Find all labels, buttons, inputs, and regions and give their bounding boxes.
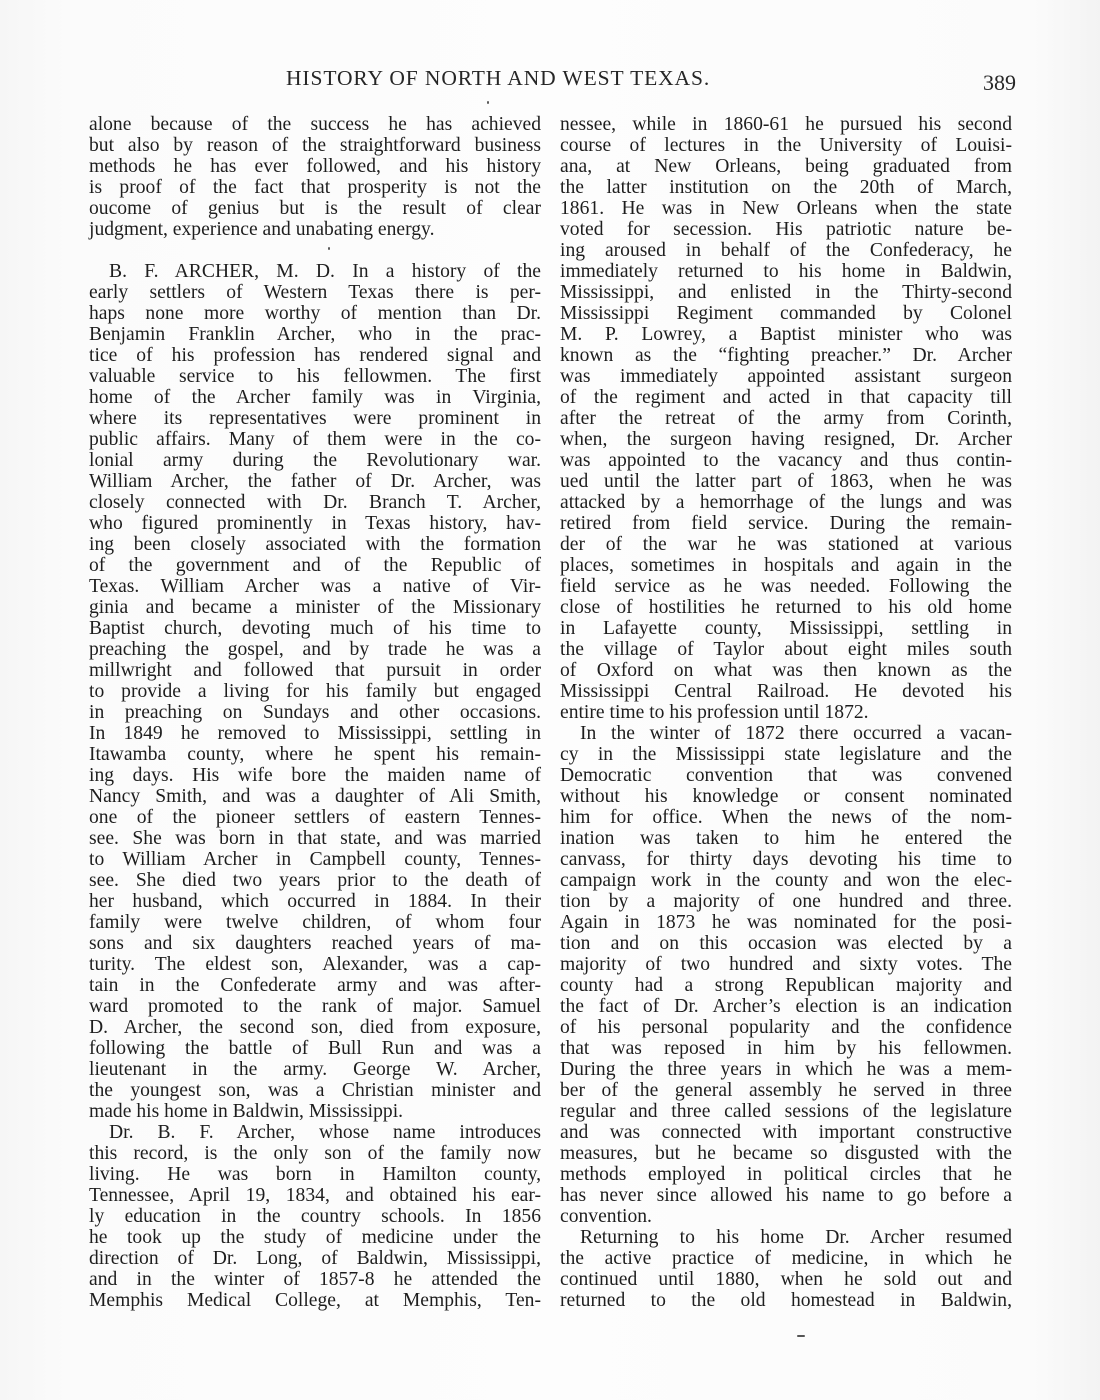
paragraph-legislature — [560, 723, 1012, 1227]
text-line: direction of Dr. Long, of Baldwin, Mississippi, — [89, 1248, 541, 1269]
text-line: alone because of the success he has achieved — [89, 114, 541, 135]
text-line: sons and six daughters reached years of ma- — [89, 933, 541, 954]
text-line: was appointed to the vacancy and thus contin- — [560, 450, 1012, 471]
text-line: During the three years in which he was a mem- — [560, 1059, 1012, 1080]
paragraph-return-home — [560, 1227, 1012, 1311]
text-line: this record, is the only son of the family now — [89, 1143, 541, 1164]
text-line: lieutenant in the army. George W. Archer, — [89, 1059, 541, 1080]
text-line: course of lectures in the University of Louisi- — [560, 135, 1012, 156]
text-line: 1861. He was in New Orleans when the state — [560, 198, 1012, 219]
text-line: ana, at New Orleans, being graduated from — [560, 156, 1012, 177]
text-line: M. P. Lowrey, a Baptist minister who was — [560, 324, 1012, 345]
text-line: haps none more worthy of mention than Dr. — [89, 303, 541, 324]
text-line: In the winter of 1872 there occurred a vacan- — [580, 723, 1012, 744]
running-title: HISTORY OF NORTH AND WEST TEXAS. — [286, 66, 711, 90]
text-line: convention. — [560, 1206, 652, 1227]
text-line: judgment, experience and unabating energy. — [89, 219, 435, 240]
text-line: millwright and followed that pursuit in order — [89, 660, 541, 681]
text-line: ing aroused in behalf of the Confederacy, he — [560, 240, 1012, 261]
text-line: tion by a majority of one hundred and three. — [560, 891, 1012, 912]
text-line: turity. The eldest son, Alexander, was a cap- — [89, 954, 541, 975]
text-line: Again in 1873 he was nominated for the posi- — [560, 912, 1012, 933]
text-line: made his home in Baldwin, Mississippi. — [89, 1101, 404, 1122]
text-line: family were twelve children, of whom four — [89, 912, 541, 933]
text-line: to William Archer in Campbell county, Tennes- — [89, 849, 541, 870]
text-line: in preaching on Sundays and other occasions. — [89, 702, 541, 723]
text-line: of his personal popularity and the confidence — [560, 1017, 1012, 1038]
left-column — [89, 114, 541, 1311]
text-line: the youngest son, was a Christian minister and — [89, 1080, 541, 1101]
text-line: Texas. William Archer was a native of Vir- — [89, 576, 541, 597]
text-line: see. She died two years prior to the death of — [89, 870, 541, 891]
text-line: see. She was born in that state, and was married — [89, 828, 541, 849]
text-line: Returning to his home Dr. Archer resumed — [580, 1227, 1012, 1248]
right-column — [560, 114, 1012, 1311]
text-line: of the government and of the Republic of — [89, 555, 541, 576]
text-line: is proof of the fact that prosperity is not the — [89, 177, 541, 198]
text-line: In 1849 he removed to Mississippi, settling in — [89, 723, 541, 744]
text-line: nessee, while in 1860-61 he pursued his second — [560, 114, 1012, 135]
text-line: ued until the latter part of 1863, when he was — [560, 471, 1012, 492]
text-line: following the battle of Bull Run and was a — [89, 1038, 541, 1059]
text-line: returned to the old homestead in Baldwin, — [560, 1290, 1012, 1311]
text-line: was immediately appointed assistant surgeon — [560, 366, 1012, 387]
text-line: tice of his profession has rendered signal and — [89, 345, 541, 366]
paragraph-archer-education — [89, 1122, 541, 1311]
text-line: public affairs. Many of them were in the co- — [89, 429, 541, 450]
text-line: ber of the general assembly he served in three — [560, 1080, 1012, 1101]
text-line: close of hostilities he returned to his old home — [560, 597, 1012, 618]
text-line: ination was taken to him he entered the — [560, 828, 1012, 849]
section-separator — [89, 240, 541, 261]
text-line: preaching the gospel, and by trade he was a — [89, 639, 541, 660]
text-line: continued until 1880, when he sold out and — [560, 1269, 1012, 1290]
text-line: when, the surgeon having resigned, Dr. Archer — [560, 429, 1012, 450]
text-line: Mississippi Central Railroad. He devoted his — [560, 681, 1012, 702]
text-line: der of the war he was stationed at various — [560, 534, 1012, 555]
text-line: of the regiment and acted in that capacity till — [560, 387, 1012, 408]
text-line: county had a strong Republican majority and — [560, 975, 1012, 996]
text-line: without his knowledge or consent nominated — [560, 786, 1012, 807]
text-line: who figured prominently in Texas history, hav- — [89, 513, 541, 534]
text-line: valuable service to his fellowmen. The first — [89, 366, 541, 387]
scan-speck — [797, 1335, 805, 1337]
text-line: Mississippi Regiment commanded by Colonel — [560, 303, 1012, 324]
text-line: the latter institution on the 20th of March, — [560, 177, 1012, 198]
text-line: but also by reason of the straightforward business — [89, 135, 541, 156]
text-line: measures, but he became so disgusted with the — [560, 1143, 1012, 1164]
text-line: entire time to his profession until 1872. — [560, 702, 869, 723]
text-line: regular and three called sessions of the legislature — [560, 1101, 1012, 1122]
text-line: canvass, for thirty days devoting his time to — [560, 849, 1012, 870]
paragraph-closing-previous-bio — [89, 114, 541, 240]
text-line: Benjamin Franklin Archer, who in the prac- — [89, 324, 541, 345]
text-line: closely connected with Dr. Branch T. Archer, — [89, 492, 541, 513]
text-line: Democratic convention that was convened — [560, 765, 1012, 786]
text-line: campaign work in the county and won the elec- — [560, 870, 1012, 891]
text-line: him for office. When the news of the nom- — [560, 807, 1012, 828]
text-line: ward promoted to the rank of major. Samuel — [89, 996, 541, 1017]
text-line: and was connected with important constructive — [560, 1122, 1012, 1143]
text-line: has never since allowed his name to go before a — [560, 1185, 1012, 1206]
paragraph-archer-intro — [89, 261, 541, 1122]
text-line: Tennessee, April 19, 1834, and obtained his ear- — [89, 1185, 541, 1206]
text-line: ginia and became a minister of the Missionary — [89, 597, 541, 618]
text-line: tion and on this occasion was elected by a — [560, 933, 1012, 954]
scan-speck — [487, 101, 489, 104]
text-line: methods he has ever followed, and his history — [89, 156, 541, 177]
text-line: of Oxford on what was then known as the — [560, 660, 1012, 681]
text-line: D. Archer, the second son, died from exposure, — [89, 1017, 541, 1038]
text-line: Itawamba county, where he spent his remain- — [89, 744, 541, 765]
text-line: field service as he was needed. Following the — [560, 576, 1012, 597]
text-line: where its representatives were prominent in — [89, 408, 541, 429]
text-line: Nancy Smith, and was a daughter of Ali Smith, — [89, 786, 541, 807]
text-line: after the retreat of the army from Corinth, — [560, 408, 1012, 429]
text-line: lonial army during the Revolutionary war. — [89, 450, 541, 471]
text-line: tain in the Confederate army and was after- — [89, 975, 541, 996]
text-line: Dr. B. F. Archer, whose name introduces — [109, 1122, 541, 1143]
text-line: that was reposed in him by his fellowmen. — [560, 1038, 1012, 1059]
text-line: Memphis Medical College, at Memphis, Ten- — [89, 1290, 541, 1311]
text-line: majority of two hundred and sixty votes. The — [560, 954, 1012, 975]
text-line: and in the winter of 1857-8 he attended the — [89, 1269, 541, 1290]
text-line: ing been closely associated with the formation — [89, 534, 541, 555]
text-line: the active practice of medicine, in which he — [560, 1248, 1012, 1269]
paragraph-medical-career — [560, 114, 1012, 723]
scan-speck — [328, 247, 330, 250]
text-line: one of the pioneer settlers of eastern Tennes- — [89, 807, 541, 828]
text-line: home of the Archer family was in Virginia, — [89, 387, 541, 408]
text-line: ing days. His wife bore the maiden name of — [89, 765, 541, 786]
text-line: the fact of Dr. Archer’s election is an indication — [560, 996, 1012, 1017]
text-line: Mississippi, and enlisted in the Thirty-second — [560, 282, 1012, 303]
text-line: retired from field service. During the remain- — [560, 513, 1012, 534]
text-line: the village of Taylor about eight miles south — [560, 639, 1012, 660]
text-line: Baptist church, devoting much of his time to — [89, 618, 541, 639]
text-line: her husband, which occurred in 1884. In their — [89, 891, 541, 912]
text-line: in Lafayette county, Mississippi, settling in — [560, 618, 1012, 639]
text-line: oucome of genius but is the result of clear — [89, 198, 541, 219]
biography-heading-line: B. F. ARCHER, M. D. In a history of the — [109, 261, 541, 282]
text-line: attacked by a hemorrhage of the lungs and was — [560, 492, 1012, 513]
text-line: early settlers of Western Texas there is per- — [89, 282, 541, 303]
text-line: immediately returned to his home in Baldwin, — [560, 261, 1012, 282]
text-line: voted for secession. His patriotic nature be- — [560, 219, 1012, 240]
text-line: ly education in the country schools. In 1856 — [89, 1206, 541, 1227]
text-line: living. He was born in Hamilton county, — [89, 1164, 541, 1185]
text-line: methods employed in political circles that he — [560, 1164, 1012, 1185]
running-header — [0, 66, 1100, 96]
text-line: William Archer, the father of Dr. Archer, was — [89, 471, 541, 492]
text-line: to provide a living for his family but engaged — [89, 681, 541, 702]
text-line: known as the “fighting preacher.” Dr. Archer — [560, 345, 1012, 366]
text-line: he took up the study of medicine under the — [89, 1227, 541, 1248]
page-number: 389 — [983, 70, 1016, 95]
text-line: places, sometimes in hospitals and again in the — [560, 555, 1012, 576]
text-line: cy in the Mississippi state legislature and the — [560, 744, 1012, 765]
